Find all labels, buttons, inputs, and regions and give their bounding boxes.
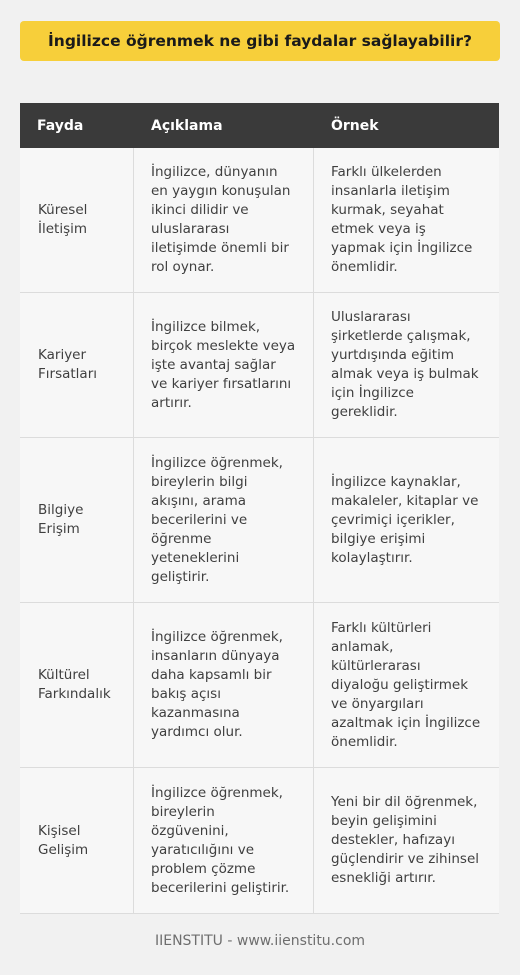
footer-credit: IIENSTITU - www.iienstitu.com <box>154 933 366 949</box>
table-body <box>20 148 499 914</box>
table-row <box>20 293 499 438</box>
table-row <box>20 148 499 293</box>
cell-ornek: Uluslararası şirketlerde çalışmak, yurtdışında eğitim almak veya iş bulmak için İngilizce gereklidir. <box>314 293 499 438</box>
cell-aciklama: İngilizce öğrenmek, bireylerin özgüvenini, yaratıcılığını ve problem çözme becerilerini geliştirir. <box>134 768 314 914</box>
cell-ornek: Yeni bir dil öğrenmek, beyin gelişimini destekler, hafızayı güçlendirir ve zihinsel esnekliği artırır. <box>314 768 499 914</box>
header-fayda: Fayda <box>20 103 134 148</box>
page-title: İngilizce öğrenmek ne gibi faydalar sağlayabilir? <box>48 32 472 50</box>
benefits-table <box>20 103 499 914</box>
table-row <box>20 768 499 914</box>
cell-fayda: Kültürel Farkındalık <box>20 603 134 768</box>
cell-aciklama: İngilizce, dünyanın en yaygın konuşulan ikinci dilidir ve uluslararası iletişimde önemli bir rol oynar. <box>134 148 314 293</box>
table-row <box>20 438 499 603</box>
cell-aciklama: İngilizce bilmek, birçok meslekte veya işte avantaj sağlar ve kariyer fırsatlarını artırır. <box>134 293 314 438</box>
cell-fayda: Kariyer Fırsatları <box>20 293 134 438</box>
cell-aciklama: İngilizce öğrenmek, insanların dünyaya daha kapsamlı bir bakış açısı kazanmasına yardımcı olur. <box>134 603 314 768</box>
table-row <box>20 603 499 768</box>
title-banner <box>20 21 500 61</box>
cell-ornek: Farklı kültürleri anlamak, kültürlerarası diyaloğu geliştirmek ve önyargıları azaltmak için İngilizce önemlidir. <box>314 603 499 768</box>
cell-fayda: Küresel İletişim <box>20 148 134 293</box>
header-ornek: Örnek <box>314 103 499 148</box>
header-aciklama: Açıklama <box>134 103 314 148</box>
cell-ornek: Farklı ülkelerden insanlarla iletişim kurmak, seyahat etmek veya iş yapmak için İngilizce önemlidir. <box>314 148 499 293</box>
table-header-row <box>20 103 499 148</box>
cell-aciklama: İngilizce öğrenmek, bireylerin bilgi akışını, arama becerilerini ve öğrenme yeteneklerini geliştirir. <box>134 438 314 603</box>
cell-ornek: İngilizce kaynaklar, makaleler, kitaplar ve çevrimiçi içerikler, bilgiye erişimi kolaylaştırır. <box>314 438 499 603</box>
cell-fayda: Bilgiye Erişim <box>20 438 134 603</box>
cell-fayda: Kişisel Gelişim <box>20 768 134 914</box>
table-header <box>20 103 499 148</box>
